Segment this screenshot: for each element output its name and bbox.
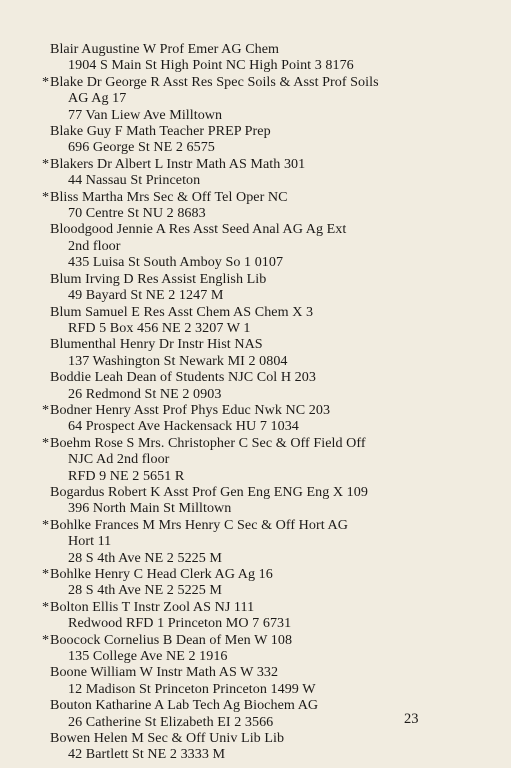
- entry-name-text: Blumenthal Henry Dr Instr Hist NAS: [50, 336, 263, 353]
- directory-entry: [42, 73, 490, 107]
- directory-entry: [42, 516, 490, 550]
- entry-address-line: 77 Van Liew Ave Milltown: [68, 106, 223, 123]
- directory-entry: [42, 434, 490, 468]
- entry-name-line: *Bodner Henry Asst Prof Phys Educ Nwk NC 203: [42, 401, 331, 418]
- entry-name-text: Blakers Dr Albert L Instr Math AS Math 301: [50, 155, 306, 172]
- entry-name-text: Bohlke Henry C Head Clerk AG Ag 16: [50, 566, 273, 582]
- directory-entry: [50, 107, 490, 123]
- entry-name-line: *Bohlke Henry C Head Clerk AG Ag 16: [42, 566, 273, 582]
- entry-address-line: 2nd floor: [68, 237, 121, 254]
- entry-address-line: 1904 S Main St High Point NC High Point 3 8176: [68, 57, 354, 74]
- entry-name-line: *Blakers Dr Albert L Instr Math AS Math 301: [42, 155, 306, 172]
- entry-name-line: *Boocock Cornelius B Dean of Men W 108: [42, 631, 293, 648]
- entry-name-line: [50, 730, 490, 746]
- entry-address-line: RFD 9 NE 2 5651 R: [68, 467, 185, 484]
- entry-address-line: NJC Ad 2nd floor: [68, 451, 170, 468]
- entry-name-text: Blum Irving D Res Assist English Lib: [50, 270, 267, 287]
- entry-address-line: 64 Prospect Ave Hackensack HU 7 1034: [68, 418, 299, 435]
- directory-entry: [50, 221, 490, 254]
- directory-entry: [50, 271, 490, 304]
- entry-address-line: 396 North Main St Milltown: [68, 500, 232, 517]
- entry-address-line: 12 Madison St Princeton Princeton 1499 W: [68, 680, 316, 697]
- entry-address-line: 44 Nassau St Princeton: [68, 172, 201, 189]
- entry-name-line: [50, 123, 490, 139]
- entry-address-line: 28 S 4th Ave NE 2 5225 M: [68, 549, 223, 566]
- entry-name-line: *Bliss Martha Mrs Sec & Off Tel Oper NC: [42, 188, 288, 205]
- directory-entry: [50, 336, 490, 369]
- entry-name-text: Bolton Ellis T Instr Zool AS NJ 111: [50, 598, 255, 615]
- entry-name-text: Bowen Helen M Sec & Off Univ Lib Lib: [50, 730, 285, 747]
- directory-entry: [50, 484, 490, 517]
- entry-name-text: Boddie Leah Dean of Students NJC Col H 203: [50, 369, 316, 386]
- entry-name-line: [50, 41, 490, 57]
- directory-entry: [50, 254, 490, 270]
- directory-entry: [50, 369, 490, 402]
- entry-name-text: Bohlke Frances M Mrs Henry C Sec & Off Hort AG: [50, 516, 348, 533]
- entry-name-text: Bouton Katharine A Lab Tech Ag Biochem AG: [50, 697, 319, 714]
- entry-address-line: 26 Catherine St Elizabeth EI 2 3566: [68, 713, 274, 730]
- entry-name-text: Blum Samuel E Res Asst Chem AS Chem X 3: [50, 303, 314, 320]
- entry-name-text: Bodner Henry Asst Prof Phys Educ Nwk NC 203: [50, 401, 331, 418]
- page-number: 23: [404, 711, 419, 727]
- entry-name-line: *Boehm Rose S Mrs. Christopher C Sec & Off Field Off: [42, 434, 366, 451]
- entry-name-line: [50, 221, 490, 237]
- entry-address-line: 135 College Ave NE 2 1916: [68, 648, 228, 665]
- directory-entry: [42, 155, 490, 189]
- entry-address-line: 435 Luisa St South Amboy So 1 0107: [68, 254, 284, 271]
- entry-name-text: Boocock Cornelius B Dean of Men W 108: [50, 631, 293, 648]
- entry-name-line: [50, 697, 490, 713]
- directory-entry: [42, 598, 490, 632]
- entry-address-line: 70 Centre St NU 2 8683: [68, 205, 206, 222]
- entry-name-text: Boone William W Instr Math AS W 332: [50, 664, 279, 681]
- directory-entry: [50, 123, 490, 156]
- entry-name-text: Blake Dr George R Asst Res Spec Soils & Asst Prof Soils: [50, 73, 379, 90]
- directory-entry: [42, 188, 490, 222]
- directory-listing: [42, 41, 490, 763]
- directory-entry: [50, 41, 490, 74]
- entry-address-line: Redwood RFD 1 Princeton MO 7 6731: [68, 615, 292, 632]
- directory-entry: [50, 697, 490, 730]
- entry-name-line: [50, 304, 490, 320]
- entry-name-line: [50, 271, 490, 287]
- entry-name-text: Bloodgood Jennie A Res Asst Seed Anal AG Ag Ext: [50, 221, 347, 238]
- entry-name-line: [50, 664, 490, 680]
- entry-address-line: 42 Bartlett St NE 2 3333 M: [68, 746, 226, 763]
- entry-address-line: 137 Washington St Newark MI 2 0804: [68, 352, 288, 369]
- entry-name-text: Boehm Rose S Mrs. Christopher C Sec & Off Field Off: [50, 434, 366, 451]
- entry-name-line: [50, 336, 490, 352]
- entry-address-line: Hort 11: [68, 533, 112, 550]
- entry-address-line: AG Ag 17: [68, 90, 127, 107]
- entry-name-line: *Bolton Ellis T Instr Zool AS NJ 111: [42, 598, 255, 615]
- entry-name-line: *Bohlke Frances M Mrs Henry C Sec & Off Hort AG: [42, 516, 348, 533]
- directory-entry: [50, 468, 490, 484]
- directory-entry: [50, 550, 490, 566]
- entry-name-line: *Blake Dr George R Asst Res Spec Soils & Asst Prof Soils: [42, 73, 379, 90]
- entry-name-line: [50, 484, 490, 500]
- entry-name-text: Bogardus Robert K Asst Prof Gen Eng ENG Eng X 109: [50, 483, 368, 500]
- directory-entry: [50, 664, 490, 697]
- entry-address-line: 26 Redmond St NE 2 0903: [68, 385, 222, 402]
- entry-name-line: [50, 369, 490, 385]
- entry-name-text: Blake Guy F Math Teacher PREP Prep: [50, 123, 271, 140]
- directory-entry: [42, 566, 490, 599]
- entry-address-line: 696 George St NE 2 6575: [68, 139, 215, 156]
- entry-address-line: RFD 5 Box 456 NE 2 3207 W 1: [68, 319, 251, 336]
- directory-entry: [42, 631, 490, 665]
- entry-address-line: 28 S 4th Ave NE 2 5225 M: [68, 582, 223, 599]
- directory-entry: [50, 304, 490, 337]
- entry-address-line: 49 Bayard St NE 2 1247 M: [68, 287, 224, 304]
- entry-name-text: Bliss Martha Mrs Sec & Off Tel Oper NC: [50, 188, 288, 205]
- directory-entry: [42, 401, 490, 435]
- entry-name-text: Blair Augustine W Prof Emer AG Chem: [50, 41, 280, 57]
- directory-entry: [50, 730, 490, 763]
